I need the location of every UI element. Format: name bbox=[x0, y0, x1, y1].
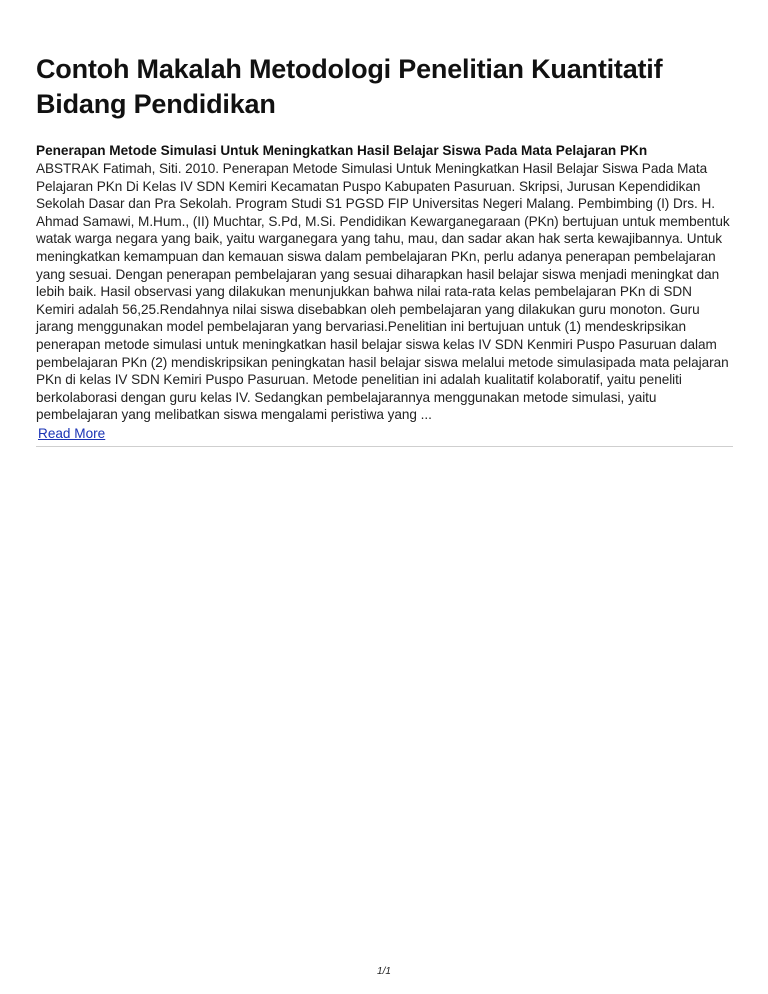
read-more-link[interactable]: Read More bbox=[38, 425, 106, 441]
article-divider bbox=[36, 446, 733, 447]
page-title: Contoh Makalah Metodologi Penelitian Kuantitatif Bidang Pendidikan bbox=[36, 54, 663, 119]
page-number: 1/1 bbox=[377, 966, 391, 977]
article-abstract: ABSTRAK Fatimah, Siti. 2010. Penerapan Metode Simulasi Untuk Meningkatkan Hasil Belajar Siswa Pada Mata Pelajaran PKn Di Kelas IV SDN Kemiri Kecamatan Puspo Kabupaten Pasuruan. Skripsi, Jurusan Kependidikan Sekolah Dasar dan Pra Sekolah. Program Studi S1 PGSD FIP Universitas Negeri Malang. Pembimbing (I) Drs. H. Ahmad Samawi, M.Hum., (II) Muchtar, S.Pd, M.Si. Pendidikan Kewarganegaraan (PKn) bertujuan untuk membentuk watak warga negara yang baik, yaitu warganegara yang tahu, mau, dan sadar akan hak serta kewajibannya. Untuk meningkatkan kemampuan dan kemauan siswa dalam pembelajaran PKn, perlu adanya penerapan pembelajaran yang sesuai. Dengan penerapan pembelajaran yang sesuai diharapkan hasil belajar siswa menjadi meningkat dan lebih baik. Hasil observasi yang dilakukan menunjukkan bahwa nilai rata-rata kelas pembelajaran PKn di SDN Kemiri adalah 56,25.Rendahnya nilai siswa disebabkan oleh pembelajaran yang dilakukan guru monoton. Guru jarang menggunakan model pembelajaran yang bervariasi.Penelitian ini bertujuan untuk (1) mendeskripsikan penerapan metode simulasi untuk meningkatkan hasil belajar siswa kelas IV SDN Kenmiri Puspo Pasuruan dalam pembelajaran PKn (2) mendiskripsikan peningkatan hasil belajar siswa melalui metode simulasipada mata pelajaran PKn di kelas IV SDN Kemiri Puspo Pasuruan. Metode penelitian ini adalah kualitatif kolaboratif, yaitu peneliti berkolaborasi dengan guru kelas IV. Sedangkan pembelajarannya menggunakan metode simulasi, yaitu pembelajaran yang melibatkan siswa mengalami peristiwa yang ... bbox=[36, 161, 730, 423]
document-page bbox=[36, 52, 733, 447]
article-entry bbox=[36, 142, 733, 447]
article-heading: Penerapan Metode Simulasi Untuk Meningkatkan Hasil Belajar Siswa Pada Mata Pelajaran PKn bbox=[36, 143, 648, 158]
